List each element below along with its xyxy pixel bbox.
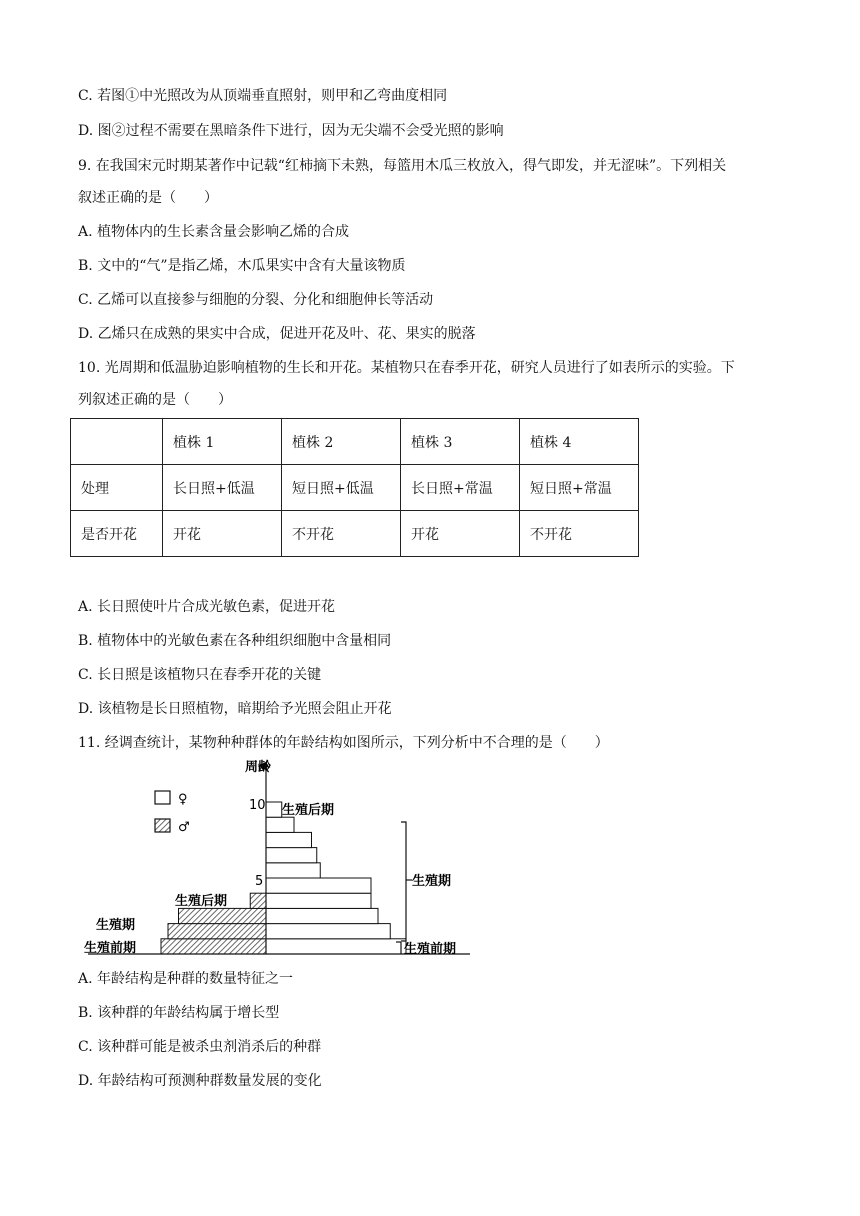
tick-label-10: 10 (249, 798, 266, 813)
label-pre-reproductive-male: 生殖前期 (84, 941, 137, 956)
male-bar-age-2 (168, 924, 266, 939)
q10-option-c: C. 长日照是该植物只在春季开花的关键 (78, 667, 322, 683)
table-row (71, 511, 639, 557)
male-bar-age-4 (250, 893, 266, 908)
label-reproductive-female: 生殖期 (412, 874, 452, 889)
table-cell: 长日照+常温 (401, 465, 520, 511)
female-bar-age-2 (266, 924, 390, 939)
label-post-reproductive-female: 生殖后期 (282, 803, 335, 818)
female-bar-age-3 (266, 908, 378, 923)
q9-option-b: B. 文中的“气”是指乙烯，木瓜果实中含有大量该物质 (78, 258, 406, 274)
table-cell: 植株 2 (282, 419, 401, 465)
q10-option-d: D. 该植物是长日照植物，暗期给予光照会阻止开花 (78, 701, 392, 717)
legend-female-swatch (155, 791, 170, 804)
table-cell: 短日照+常温 (520, 465, 639, 511)
table-cell (71, 419, 163, 465)
q11-option-c: C. 该种群可能是被杀虫剂消杀后的种群 (78, 1039, 322, 1055)
y-axis-label: 周龄 (245, 760, 272, 775)
bracket-reproductive (401, 822, 406, 941)
q9-option-a: A. 植物体内的生长素含量会影响乙烯的合成 (78, 224, 350, 240)
age-pyramid-figure (76, 756, 496, 962)
table-cell: 开花 (163, 511, 282, 557)
table-cell: 植株 4 (520, 419, 639, 465)
legend-male-swatch (155, 819, 170, 832)
table-cell: 植株 1 (163, 419, 282, 465)
q9-stem-line-2: 叙述正确的是（ ） (78, 190, 218, 206)
table-cell: 是否开花 (71, 511, 163, 557)
q9-option-d: D. 乙烯只在成熟的果实中合成，促进开花及叶、花、果实的脱落 (78, 326, 476, 342)
legend-female-symbol: ♀ (178, 792, 188, 807)
table-cell: 长日照+低温 (163, 465, 282, 511)
q11-option-b: B. 该种群的年龄结构属于增长型 (78, 1005, 280, 1021)
male-bar-age-1 (161, 939, 266, 954)
q9-stem-line-1: 9. 在我国宋元时期某著作中记载“红柿摘下未熟，每篮用木瓜三枚放入，得气即发，并无涩味”。下列相关 (78, 158, 727, 174)
female-bar-age-8 (266, 832, 312, 847)
female-bar-age-4 (266, 893, 371, 908)
legend-male-symbol: ♂ (178, 820, 190, 835)
q9-option-c: C. 乙烯可以直接参与细胞的分裂、分化和细胞伸长等活动 (78, 292, 434, 308)
table-cell: 不开花 (282, 511, 401, 557)
female-bar-age-5 (266, 878, 371, 893)
female-bar-age-1 (266, 939, 406, 954)
female-bar-age-7 (266, 848, 317, 863)
q11-option-d: D. 年龄结构可预测种群数量发展的变化 (78, 1073, 322, 1089)
q11-stem: 11. 经调查统计，某物种种群体的年龄结构如图所示，下列分析中不合理的是（ ） (78, 735, 609, 751)
q10-option-b: B. 植物体中的光敏色素在各种组织细胞中含量相同 (78, 633, 392, 649)
tick-label-5: 5 (255, 874, 264, 889)
female-bar-age-9 (266, 817, 294, 832)
table-cell: 不开花 (520, 511, 639, 557)
q10-option-a: A. 长日照使叶片合成光敏色素，促进开花 (78, 599, 336, 615)
pyramid-bars (161, 802, 406, 954)
q8-option-c: C. 若图①中光照改为从顶端垂直照射，则甲和乙弯曲度相同 (78, 88, 448, 104)
q10-stem-line-2: 列叙述正确的是（ ） (78, 392, 232, 408)
experiment-table (70, 418, 639, 557)
q11-option-a: A. 年龄结构是种群的数量特征之一 (78, 971, 294, 987)
female-bar-age-6 (266, 863, 320, 878)
table-cell: 短日照+低温 (282, 465, 401, 511)
table-cell: 植株 3 (401, 419, 520, 465)
table-cell: 开花 (401, 511, 520, 557)
label-post-reproductive-male: 生殖后期 (175, 894, 228, 909)
table-row (71, 465, 639, 511)
label-pre-reproductive-female: 生殖前期 (404, 942, 457, 957)
q10-stem-line-1: 10. 光周期和低温胁迫影响植物的生长和开花。某植物只在春季开花，研究人员进行了如表所示的实验。下 (78, 360, 735, 376)
table-header-row (71, 419, 639, 465)
table-cell: 处理 (71, 465, 163, 511)
male-bar-age-3 (179, 908, 267, 923)
female-bar-age-10 (266, 802, 282, 817)
q8-option-d: D. 图②过程不需要在黑暗条件下进行，因为无尖端不会受光照的影响 (78, 123, 504, 139)
label-reproductive-male: 生殖期 (96, 918, 136, 933)
